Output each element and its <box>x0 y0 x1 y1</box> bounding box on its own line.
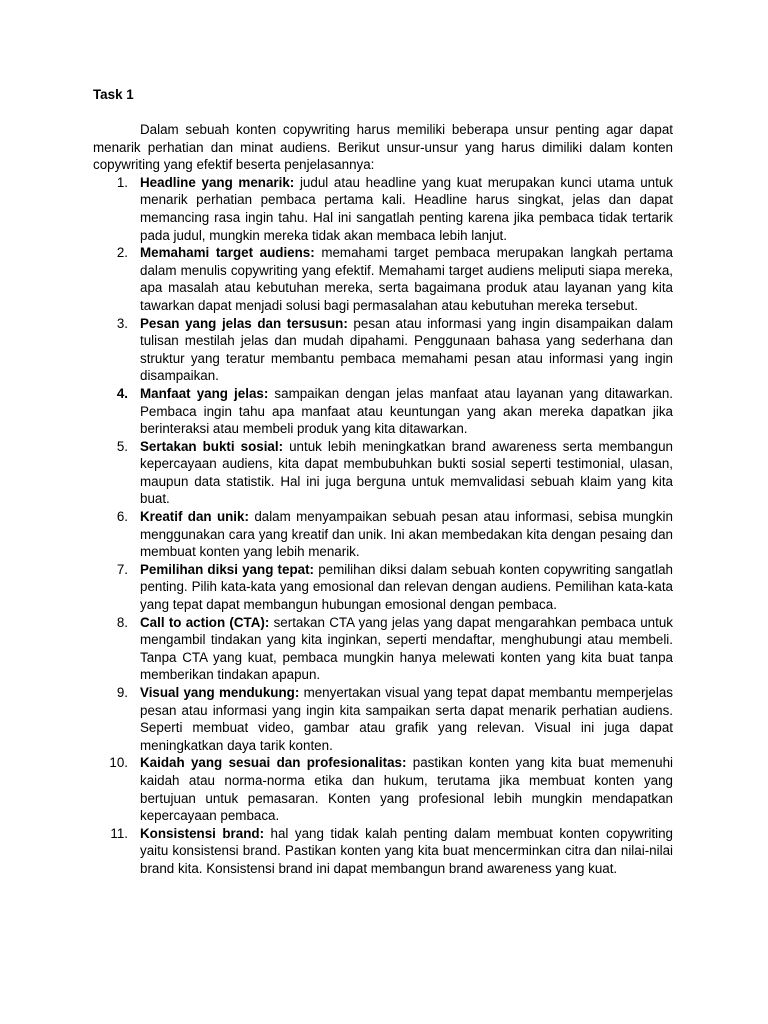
item-term: Sertakan bukti sosial: <box>140 438 284 454</box>
item-text: pesan atau informasi yang ingin disampaikan dalam tulisan mestilah jelas dan mudah dipahami. Penggunaan bahasa yang sederhana dan struktur yang teratur membantu pembaca memahami pesan atau informasi yang ingin disampaikan. <box>140 315 673 384</box>
item-text: pastikan konten yang kita buat memenuhi kaidah atau norma-norma etika dan hukum, terutama jika membuat konten yang bertujuan untuk pemasaran. Konten yang profesional lebih mungkin mendapatkan kepercayaan pembaca. <box>140 755 673 824</box>
item-text: dalam menyampaikan sebuah pesan atau informasi, sebisa mungkin menggunakan cara yang kreatif dan unik. Ini akan membedakan kita dengan pesaing dan membuat konten yang lebih menarik. <box>140 509 673 560</box>
item-text: memahami target pembaca merupakan langkah pertama dalam menulis copywriting yang efektif. Memahami target audiens meliputi siapa mereka, apa masalah atau kebutuhan mereka, serta bagaimana produk atau layanan yang kita tawarkan dapat menjadi solusi bagi permasalahan atau kebutuhan mereka tersebut. <box>140 245 673 313</box>
item-number: 2. <box>116 245 128 261</box>
list-item <box>93 244 673 314</box>
item-text: judul atau headline yang kuat merupakan kunci utama untuk menarik perhatian pembaca pertama kali. Headline harus singkat, jelas dan dapat memancing rasa ingin tahu. Hal ini sangatlah penting karena jika pembaca tidak tertarik pada judul, mungkin mereka tidak akan membaca lebih lanjut. <box>140 174 673 243</box>
item-term: Headline yang menarik: <box>140 174 295 190</box>
page-title: Task 1 <box>93 87 134 102</box>
list-item <box>93 614 673 684</box>
item-text: hal yang tidak kalah penting dalam membuat konten copywriting yaitu konsistensi brand. Pastikan konten yang kita buat mencerminkan citra dan nilai-nilai brand kita. Konsistensi brand ini dapat membangun brand awareness yang kuat. <box>140 825 673 876</box>
item-text: sertakan CTA yang jelas yang dapat mengarahkan pembaca untuk mengambil tindakan yang kita inginkan, seperti mendaftar, menghubungi atau membeli. Tanpa CTA yang kuat, pembaca mungkin hanya melewati konten yang kita buat tanpa memberikan tindakan apapun. <box>140 614 673 683</box>
item-number: 7. <box>116 561 128 577</box>
list-item <box>93 438 673 508</box>
item-term: Pemilihan diksi yang tepat: <box>140 561 314 577</box>
list-item <box>93 385 673 438</box>
document-page <box>93 86 673 878</box>
item-number: 4. <box>116 385 128 401</box>
list-item <box>93 315 673 385</box>
item-text: sampaikan dengan jelas manfaat atau layanan yang ditawarkan. Pembaca ingin tahu apa manfaat atau keuntungan yang akan mereka dapatkan jika berinteraksi atau membeli produk yang kita ditawarkan. <box>140 385 674 437</box>
list-item <box>93 561 673 614</box>
numbered-list <box>93 174 673 878</box>
item-number: 10. <box>109 755 128 771</box>
item-text: pemilihan diksi dalam sebuah konten copywriting sangatlah penting. Pilih kata-kata yang emosional dan relevan dengan audiens. Pemilihan kata-kata yang tepat dapat membangun hubungan emosional dengan pembaca. <box>140 561 673 613</box>
item-number: 1. <box>116 174 128 190</box>
item-term: Pesan yang jelas dan tersusun: <box>140 315 348 331</box>
item-text: untuk lebih meningkatkan brand awareness serta membangun kepercayaan audiens, kita dapat membubuhkan bukti sosial seperti testimonial, ulasan, maupun data statistik. Hal ini juga berguna untuk memvalidasi sebuah klaim yang kita buat. <box>140 438 673 507</box>
intro-paragraph: Dalam sebuah konten copywriting harus memiliki beberapa unsur penting agar dapat menarik perhatian dan minat audiens. Berikut unsur-unsur yang harus dimiliki dalam konten copywriting yang efektif beserta penjelasannya: <box>93 122 673 173</box>
item-term: Kaidah yang sesuai dan profesionalitas: <box>140 755 407 771</box>
item-term: Call to action (CTA): <box>140 614 270 630</box>
item-text: menyertakan visual yang tepat dapat membantu memperjelas pesan atau informasi yang ingin kita sampaikan serta dapat menarik perhatian audiens. Seperti membuat video, gambar atau grafik yang relevan. Visual ini juga dapat meningkatkan daya tarik konten. <box>140 685 673 753</box>
item-number: 3. <box>116 315 128 331</box>
item-term: Visual yang mendukung: <box>140 685 300 700</box>
item-term: Manfaat yang jelas: <box>140 385 269 401</box>
list-item <box>93 684 673 754</box>
item-number: 5. <box>116 438 128 454</box>
item-number: 6. <box>116 509 128 525</box>
item-term: Memahami target audiens: <box>140 245 315 261</box>
item-number: 11. <box>110 825 128 841</box>
list-item <box>93 754 673 824</box>
list-item <box>93 825 673 878</box>
item-term: Konsistensi brand: <box>140 825 265 841</box>
list-item <box>93 174 673 244</box>
list-item <box>93 508 673 561</box>
item-term: Kreatif dan unik: <box>140 509 249 525</box>
item-number: 8. <box>116 614 128 630</box>
item-number: 9. <box>116 685 128 700</box>
